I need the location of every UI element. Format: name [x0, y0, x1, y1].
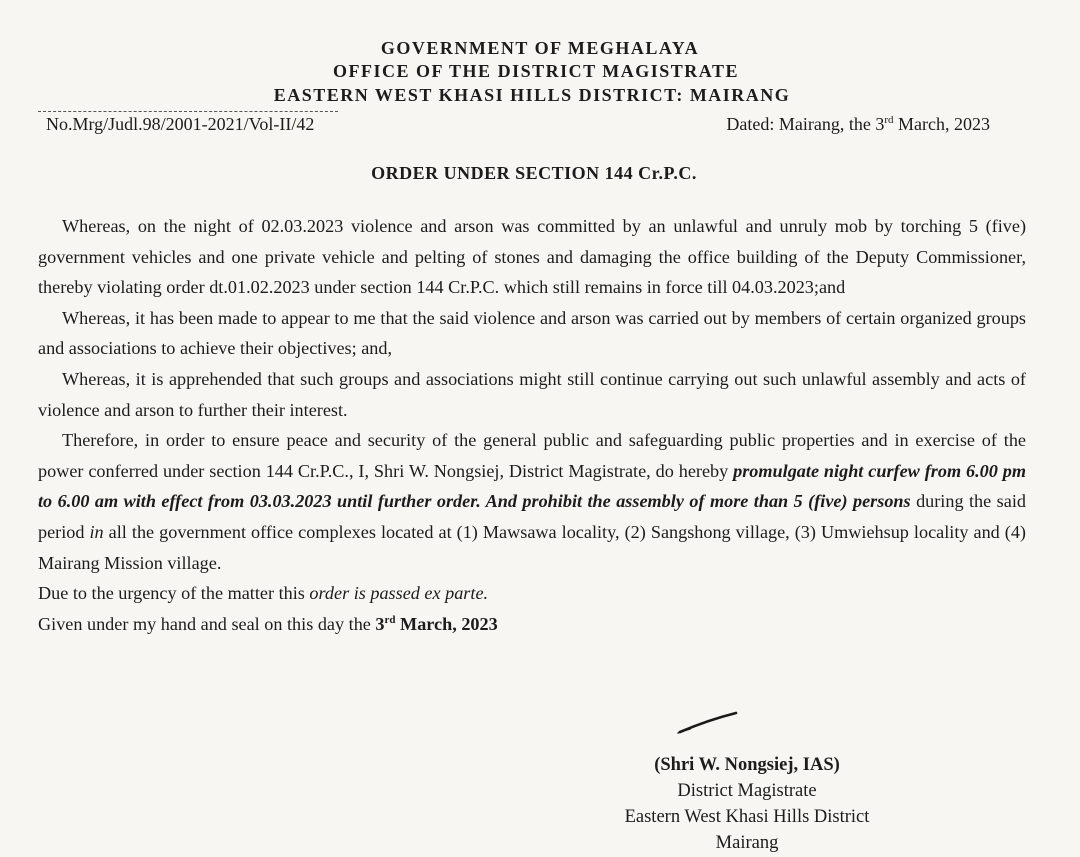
p5-ex-parte: order is passed ex parte.	[309, 583, 489, 604]
p6-day-ordinal: rd	[384, 613, 396, 626]
paragraph-5	[38, 578, 1026, 609]
date-ordinal: rd	[884, 114, 894, 126]
reference-date	[726, 114, 990, 135]
p6-day	[375, 614, 497, 634]
order-body	[38, 211, 1026, 639]
signatory-block	[592, 752, 902, 856]
reference-divider	[38, 111, 338, 112]
signatory-place: Mairang	[715, 833, 779, 853]
p4-locations: all the government office complexes located at (1) Mawsawa locality, (2) Sangshong village, (3) Umwiehsup locality and (4) Mairang Mission village.	[38, 521, 1026, 573]
p4-curfew-order: promulgate night curfew from 6.00 pm to 6.00 am with effect from 03.03.2023 until further order. And prohibit the assembly of more than 5 (five) persons	[38, 460, 1026, 512]
reference-number: No.Mrg/Judl.98/2001-2021/Vol-II/42	[46, 114, 315, 134]
signatory-name: (Shri W. Nongsiej, IAS)	[654, 755, 840, 775]
p5-intro: Due to the urgency of the matter this	[38, 583, 310, 604]
header-government: GOVERNMENT OF MEGHALAYA	[380, 38, 700, 58]
p4-in: in	[89, 521, 104, 542]
paragraph-1: Whereas, on the night of 02.03.2023 violence and arson was committed by an unlawful and unruly mob by torching 5 (five) government vehicles and one private vehicle and pelting of stones and damaging the office building of the Deputy Commissioner, thereby violating order dt.01.02.2023 under section 144 Cr.P.C. which still remains in force till 04.03.2023;and	[38, 216, 1026, 298]
paragraph-6	[38, 609, 1026, 640]
paragraph-4	[38, 425, 1026, 578]
order-title	[0, 163, 1080, 184]
p4-intro: Therefore, in order to ensure peace and security of the general public and safeguarding public properties and in exercise of the power conferred under section 144 Cr.P.C., I, Shri W. Nongsiej, District Magistrate, do hereby	[38, 430, 1026, 481]
p6-intro: Given under my hand and seal on this day the	[38, 613, 376, 634]
paragraph-2: Whereas, it has been made to appear to me that the said violence and arson was carried out by members of certain organized groups and associations to achieve their objectives; and,	[38, 307, 1026, 359]
paragraph-3: Whereas, it is apprehended that such groups and associations might still continue carrying out such unlawful assembly and acts of violence and arson to further their interest.	[38, 368, 1026, 420]
p6-day-number: 3	[375, 613, 385, 634]
date-suffix: March, 2023	[893, 114, 990, 134]
date-prefix: Dated: Mairang, the 3	[726, 114, 885, 134]
signature-mark	[672, 710, 742, 740]
order-title-text: ORDER UNDER SECTION 144 Cr.P.C.	[371, 163, 697, 183]
signatory-designation: District Magistrate	[677, 781, 817, 801]
p6-month-year: March, 2023	[395, 613, 498, 634]
header-district: EASTERN WEST KHASI HILLS DISTRICT: MAIRANG	[273, 85, 791, 105]
header-office: OFFICE OF THE DISTRICT MAGISTRATE	[333, 61, 739, 81]
signatory-district: Eastern West Khasi Hills District	[624, 807, 870, 827]
p4-period: during the said period	[38, 491, 1026, 542]
